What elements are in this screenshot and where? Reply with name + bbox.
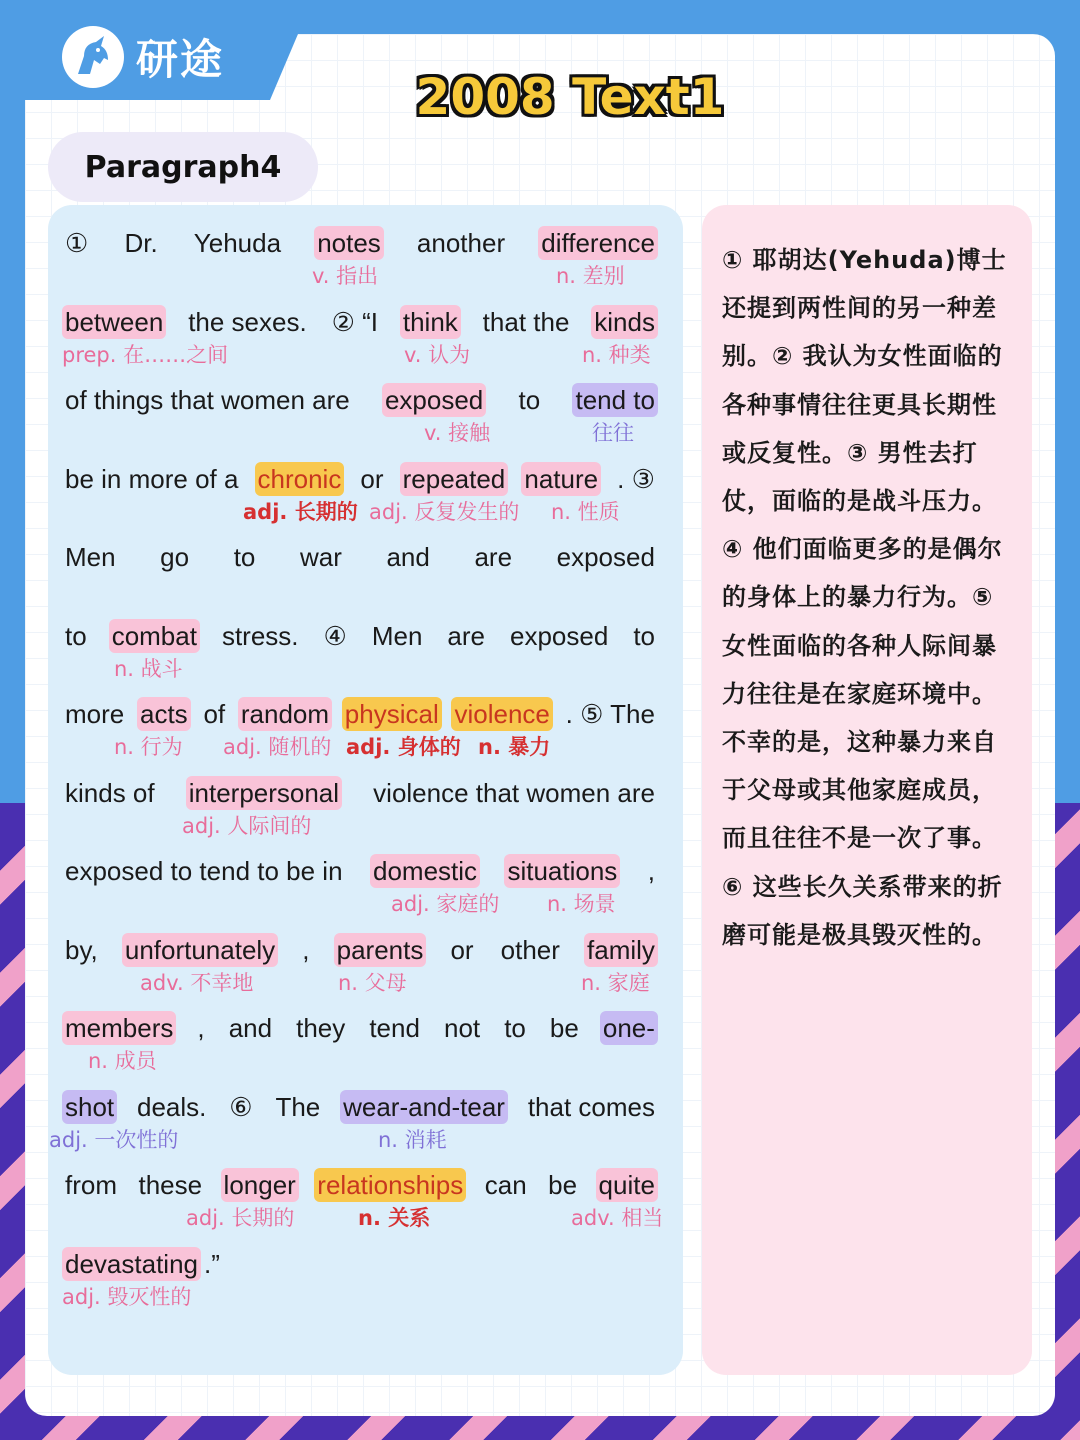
english-line: [62, 1087, 658, 1127]
text-segment: be: [549, 1013, 579, 1043]
text-segment: Men: [65, 542, 116, 572]
gloss-annotation: n. 场景: [547, 892, 616, 916]
gloss-annotation: n. 消耗: [378, 1127, 447, 1152]
gloss-annotation: n. 家庭: [581, 970, 650, 995]
highlighted-word: relationships: [314, 1168, 466, 1202]
highlighted-word: shot: [62, 1090, 117, 1124]
english-line: [62, 616, 658, 656]
english-line: [62, 851, 658, 891]
text-segment: . ⑤ The: [565, 699, 655, 729]
english-line: [62, 773, 658, 813]
gloss-annotation: adj. 反复发生的: [369, 499, 520, 524]
paragraph-label: Paragraph4: [48, 132, 318, 202]
gloss-annotation: adj. 长期的: [243, 499, 358, 524]
highlighted-word: difference: [538, 226, 658, 260]
english-line: [62, 380, 658, 420]
gloss-annotation: adj. 长期的: [186, 1206, 295, 1230]
text-segment: Men: [371, 620, 423, 651]
chinese-translation: ① 耶胡达(Yehuda)博士还提到两性间的另一种差别。② 我认为女性面临的各种事情往往更具长期性或反复性。③ 男性去打仗，面临的是战斗压力。④ 他们面临更多的是偶尔的身体上的暴力行为。⑤ 女性面临的各种人际间暴力往往是在家庭环境中。不幸的是，这种暴力来自于父母或其他家庭成员，而且往往不是一次了事。⑥ 这些长久关系带来的折磨可能是极具毁灭性的。: [722, 246, 1007, 949]
brand-logo: [62, 26, 224, 88]
highlighted-word: violence: [451, 697, 552, 731]
text-segment: are: [474, 542, 513, 572]
text-segment: The: [275, 1091, 321, 1122]
text-segment: they: [296, 1013, 346, 1043]
text-segment: or: [360, 463, 384, 494]
text-segment: and: [386, 542, 430, 572]
gloss-annotation: adj. 人际间的: [182, 813, 312, 838]
gloss-annotation: n. 父母: [338, 970, 407, 995]
gloss-annotation: v. 接触: [424, 421, 491, 445]
text-segment: more: [65, 699, 125, 729]
gloss-annotation: v. 认为: [404, 342, 471, 367]
highlighted-word: think: [400, 305, 461, 339]
gloss-annotation: prep. 在……之间: [62, 342, 229, 367]
english-line: [62, 1165, 658, 1205]
text-segment: from: [65, 1170, 117, 1200]
text-segment: exposed: [510, 620, 609, 651]
gloss-annotation: n. 暴力: [478, 735, 551, 759]
gloss-annotation: n. 种类: [582, 342, 651, 367]
text-segment: Dr.: [124, 228, 158, 258]
text-segment: another: [416, 228, 506, 258]
highlighted-word: longer: [221, 1168, 299, 1202]
highlighted-word: situations: [504, 854, 620, 888]
text-segment: war: [299, 542, 342, 572]
english-line: [62, 537, 658, 577]
text-segment: ② “I: [331, 306, 378, 337]
highlighted-word: devastating: [62, 1247, 201, 1281]
text-segment: and: [228, 1013, 273, 1043]
gloss-annotation: n. 成员: [88, 1049, 157, 1073]
text-segment: ,: [197, 1013, 205, 1043]
text-segment: . ③: [617, 463, 655, 494]
highlighted-word: tend to: [572, 383, 658, 417]
gloss-annotation: adj. 一次性的: [49, 1127, 179, 1152]
text-segment: ,: [302, 934, 310, 965]
english-line: [62, 223, 658, 263]
highlighted-word: nature: [521, 462, 601, 496]
text-segment: of: [203, 699, 226, 729]
english-line: [62, 1244, 658, 1284]
text-segment: are: [447, 620, 485, 651]
text-segment: to: [518, 385, 541, 415]
highlighted-word: kinds: [591, 305, 658, 339]
text-segment: ①: [65, 228, 89, 258]
highlighted-word: domestic: [370, 854, 480, 888]
text-segment: can: [484, 1170, 527, 1200]
highlighted-word: random: [238, 697, 332, 731]
text-segment: the sexes.: [188, 306, 307, 337]
text-segment: not: [443, 1013, 481, 1043]
highlighted-word: unfortunately: [122, 933, 278, 967]
english-line: [62, 302, 658, 342]
gloss-annotation: adj. 身体的: [346, 735, 461, 759]
highlighted-word: repeated: [400, 462, 509, 496]
text-segment: that the: [482, 306, 570, 337]
text-segment: deals.: [137, 1091, 207, 1122]
highlighted-word: wear-and-tear: [340, 1090, 508, 1124]
text-segment: ,: [647, 856, 655, 886]
text-segment: to: [233, 542, 256, 572]
gloss-annotation: adv. 相当: [571, 1206, 664, 1230]
text-segment: to: [633, 620, 655, 651]
text-segment: .”: [203, 1248, 220, 1279]
text-segment: kinds of: [65, 777, 155, 808]
highlighted-word: members: [62, 1011, 176, 1045]
text-segment: Yehuda: [193, 228, 282, 258]
highlighted-word: family: [584, 933, 658, 967]
gloss-annotation: v. 指出: [312, 264, 379, 288]
english-line: [62, 459, 658, 499]
gloss-annotation: n. 战斗: [114, 656, 183, 681]
text-segment: ④: [323, 620, 347, 651]
english-line: [62, 694, 658, 734]
highlighted-word: exposed: [382, 383, 486, 417]
text-segment: exposed to tend to be in: [65, 856, 343, 886]
text-segment: to: [504, 1013, 526, 1043]
text-segment: to: [65, 620, 87, 651]
unicorn-icon: [62, 26, 124, 88]
text-segment: go: [160, 542, 190, 572]
text-segment: be: [548, 1170, 578, 1200]
text-segment: be in more of a: [65, 463, 239, 494]
highlighted-word: one-: [600, 1011, 658, 1045]
english-line: [62, 1008, 658, 1048]
highlighted-word: physical: [342, 697, 442, 731]
highlighted-word: parents: [334, 933, 427, 967]
highlighted-word: combat: [109, 619, 200, 653]
page-title: 2008 Text1: [415, 68, 725, 126]
text-segment: tend: [369, 1013, 420, 1043]
text-segment: exposed: [556, 542, 655, 572]
highlighted-word: quite: [596, 1168, 658, 1202]
gloss-annotation: n. 性质: [551, 499, 620, 524]
gloss-annotation: 往往: [592, 421, 634, 445]
gloss-annotation: adj. 毁灭性的: [62, 1284, 192, 1309]
text-segment: stress.: [221, 620, 299, 651]
gloss-annotation: adj. 随机的: [223, 735, 332, 759]
text-segment: or: [450, 934, 474, 965]
gloss-annotation: adj. 家庭的: [391, 892, 500, 916]
gloss-annotation: adv. 不幸地: [140, 970, 254, 995]
text-segment: by,: [65, 934, 98, 965]
text-segment: ⑥: [229, 1091, 253, 1122]
gloss-annotation: n. 行为: [114, 735, 183, 759]
text-segment: these: [138, 1170, 203, 1200]
text-segment: violence that women are: [373, 777, 655, 808]
highlighted-word: chronic: [255, 462, 345, 496]
highlighted-word: acts: [137, 697, 191, 731]
highlighted-word: interpersonal: [186, 776, 342, 810]
gloss-annotation: n. 差别: [556, 264, 625, 288]
highlighted-word: between: [62, 305, 166, 339]
text-segment: of things that women are: [65, 385, 350, 415]
english-line: [62, 930, 658, 970]
brand-name: 研途: [136, 35, 225, 84]
gloss-annotation: n. 关系: [358, 1206, 431, 1230]
highlighted-word: notes: [314, 226, 384, 260]
text-segment: that comes: [527, 1091, 655, 1122]
text-segment: other: [500, 934, 560, 965]
